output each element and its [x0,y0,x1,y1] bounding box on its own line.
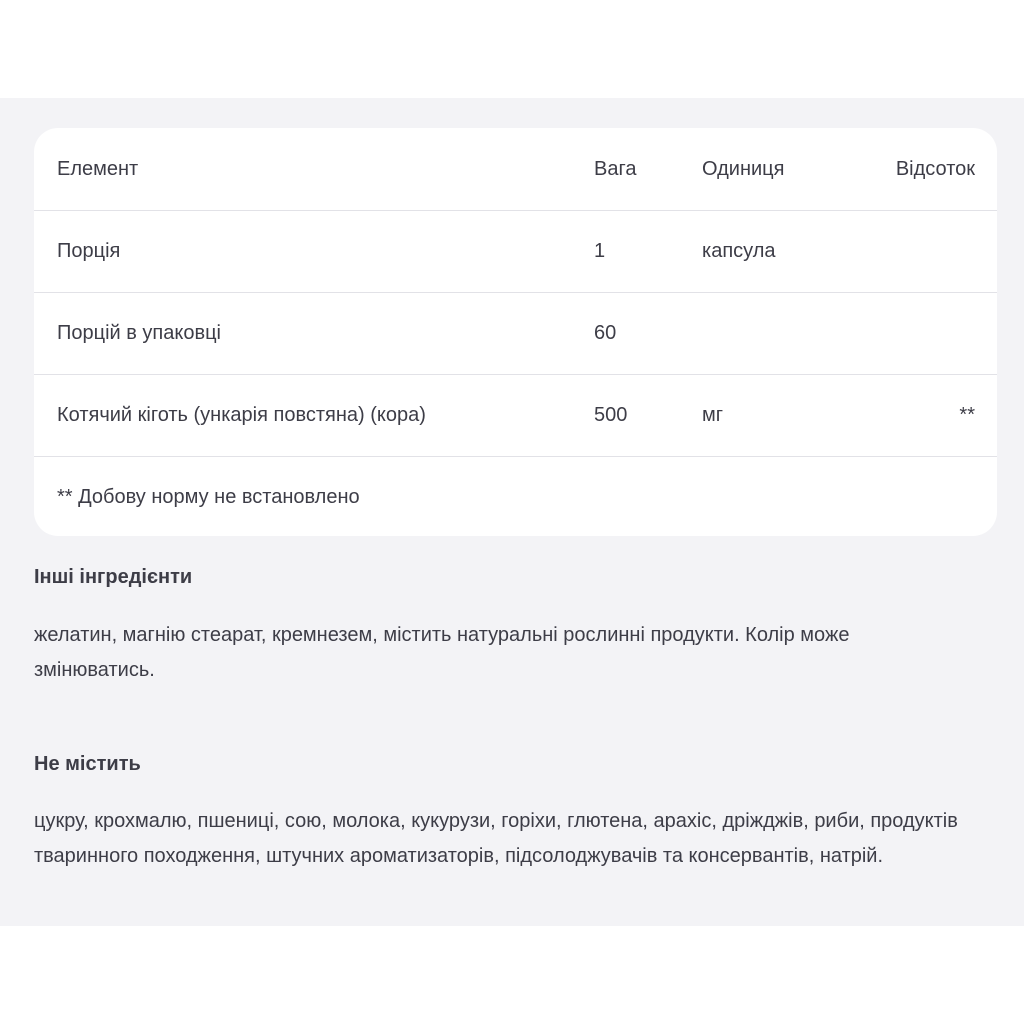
nutrition-table [34,128,997,536]
row-element: Котячий кіготь (ункарія повстяна) (кора) [57,404,426,426]
does-not-contain-title: Не містить [34,753,141,775]
header-element: Елемент [57,158,139,180]
other-ingredients-text: желатин, магнію стеарат, кремнезем, містить натуральні рослинні продукти. Колір може змінюватись. [34,624,850,681]
header-weight: Вага [594,158,637,180]
table-footnote-row [34,456,997,536]
row-weight: 1 [594,240,606,262]
table-row [34,374,997,457]
row-percent: ** [959,404,975,426]
row-unit: капсула [702,240,776,262]
product-info-panel [0,98,1024,926]
table-footnote: ** Добову норму не встановлено [57,486,360,508]
header-unit: Одиниця [702,158,785,180]
does-not-contain-text: цукру, крохмалю, пшениці, сою, молока, кукурузи, горіхи, глютена, арахіс, дріжджів, риби, продуктів тваринного походження, штучних ароматизаторів, підсолоджувачів та консервантів, натрій. [34,810,958,867]
table-header-row [34,128,997,211]
other-ingredients-title: Інші інгредієнти [34,566,193,588]
row-weight: 500 [594,404,628,426]
table-row [34,210,997,293]
row-element: Порцій в упаковці [57,322,222,344]
table-row [34,292,997,375]
row-weight: 60 [594,322,617,344]
header-percent: Відсоток [895,158,975,180]
row-element: Порція [57,240,121,262]
row-unit: мг [702,404,724,426]
